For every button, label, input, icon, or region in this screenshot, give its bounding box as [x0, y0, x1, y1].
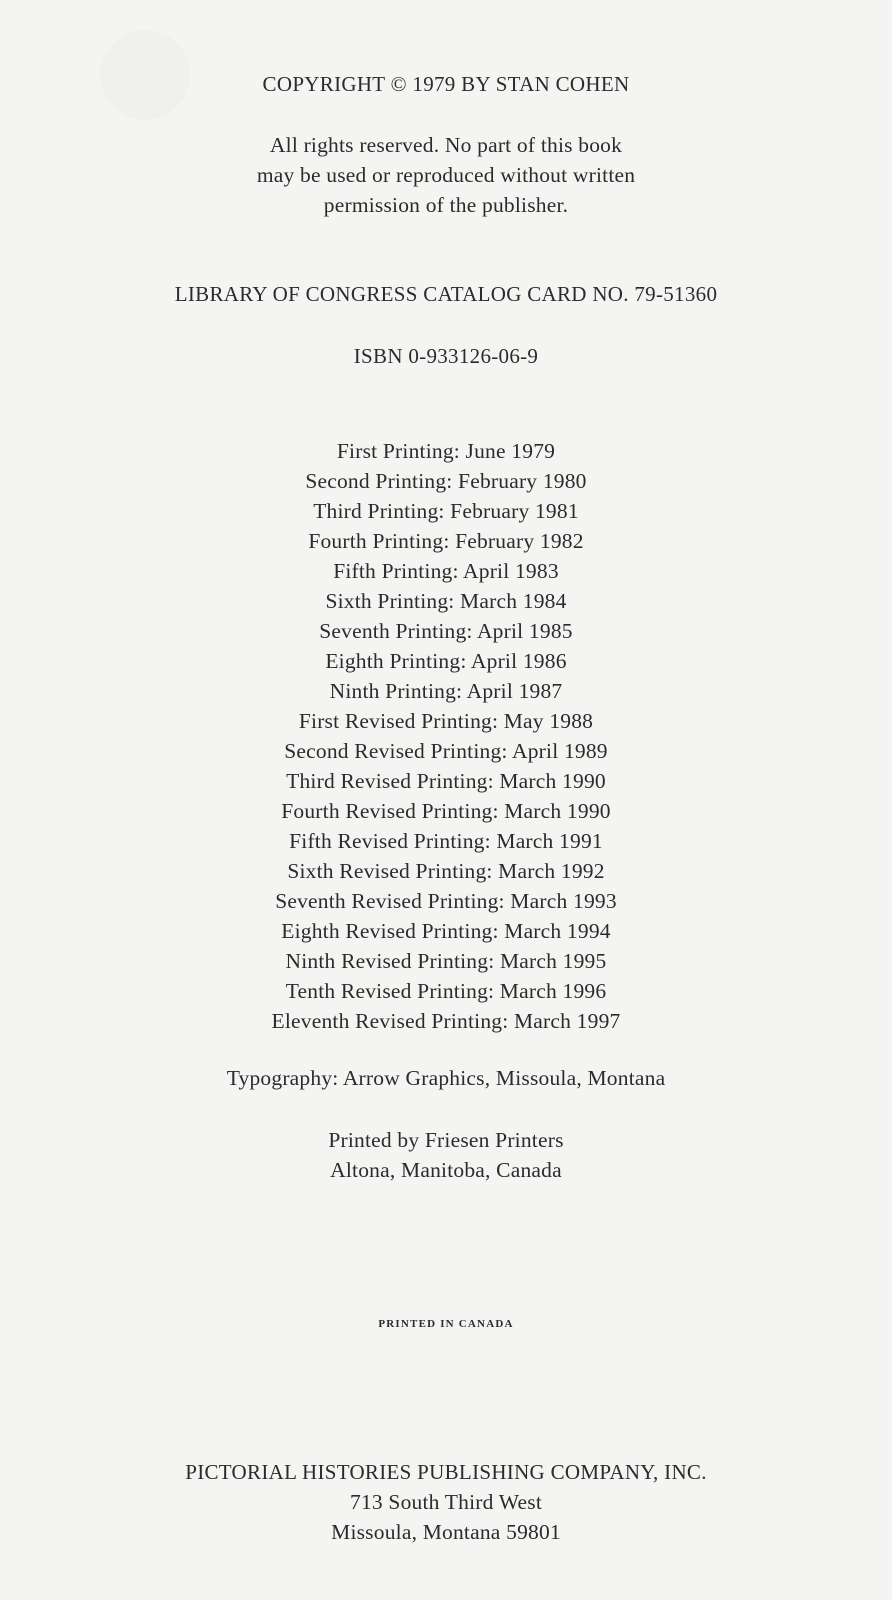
copyright-line: COPYRIGHT © 1979 BY STAN COHEN [262, 72, 630, 96]
printing-entry: Eighth Revised Printing: March 1994 [281, 919, 611, 943]
publisher-city: Missoula, Montana 59801 [331, 1520, 561, 1544]
publisher-address: 713 South Third West [350, 1490, 542, 1514]
printer-line-2: Altona, Manitoba, Canada [330, 1158, 562, 1182]
printing-entry: First Revised Printing: May 1988 [298, 709, 594, 733]
printing-entry: Eleventh Revised Printing: March 1997 [271, 1009, 621, 1033]
rights-line-2: may be used or reproduced without written [256, 163, 636, 187]
printer-line-1: Printed by Friesen Printers [328, 1128, 564, 1152]
library-of-congress-number: LIBRARY OF CONGRESS CATALOG CARD NO. 79-51360 [174, 282, 718, 306]
printing-entry: Fourth Revised Printing: March 1990 [281, 799, 611, 823]
printing-entry: Tenth Revised Printing: March 1996 [285, 979, 607, 1003]
printing-entry: Fifth Printing: April 1983 [333, 559, 559, 583]
printing-entry: Fifth Revised Printing: March 1991 [289, 829, 603, 853]
printing-entry: Sixth Printing: March 1984 [325, 589, 567, 613]
publisher-name: PICTORIAL HISTORIES PUBLISHING COMPANY, INC. [185, 1460, 707, 1484]
printing-entry: Ninth Revised Printing: March 1995 [285, 949, 607, 973]
printing-history-list [0, 436, 892, 1036]
printing-entry: Eighth Printing: April 1986 [325, 649, 567, 673]
printing-entry: Seventh Printing: April 1985 [319, 619, 573, 643]
printing-entry: First Printing: June 1979 [336, 439, 556, 463]
typography-credit: Typography: Arrow Graphics, Missoula, Montana [226, 1066, 666, 1090]
printing-entry: Second Revised Printing: April 1989 [284, 739, 608, 763]
printed-in-canada: PRINTED IN CANADA [378, 1318, 514, 1330]
printing-entry: Seventh Revised Printing: March 1993 [275, 889, 617, 913]
printing-entry: Fourth Printing: February 1982 [308, 529, 584, 553]
isbn: ISBN 0-933126-06-9 [353, 344, 539, 368]
printing-entry: Ninth Printing: April 1987 [329, 679, 563, 703]
printing-entry: Second Printing: February 1980 [305, 469, 587, 493]
printing-entry: Third Printing: February 1981 [313, 499, 579, 523]
printing-entry: Sixth Revised Printing: March 1992 [287, 859, 605, 883]
rights-line-1: All rights reserved. No part of this book [269, 133, 623, 157]
rights-line-3: permission of the publisher. [323, 193, 569, 217]
printing-entry: Third Revised Printing: March 1990 [286, 769, 606, 793]
